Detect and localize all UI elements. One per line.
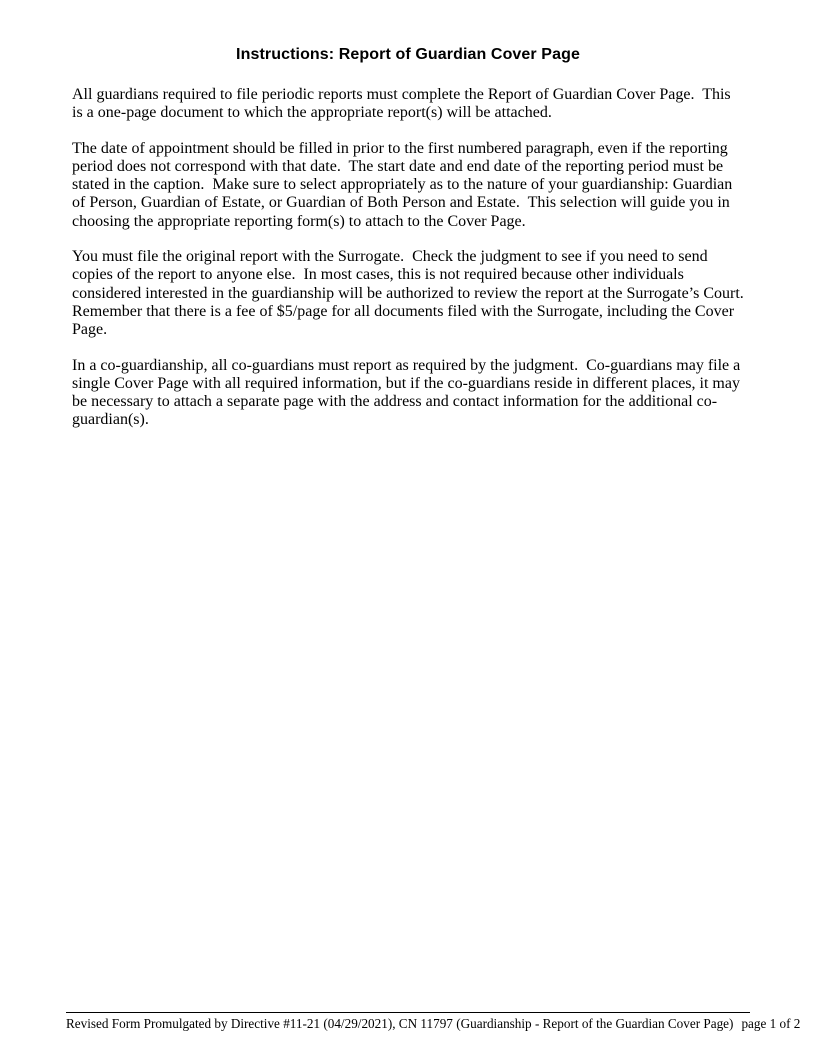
paragraph-file-original-report: You must file the original report with the Surrogate. Check the judgment to see if you need to send copies of the report to anyone else. In most cases, this is not required because other individuals considered interested in the guardianship will be authorized to review the report at the Surrogate’s Court. Remember that there is a fee of $5/page for all documents filed with the Surrogate, including the Cover Page.	[72, 248, 752, 339]
footer	[66, 1012, 801, 1032]
footer-revision-text: Revised Form Promulgated by Directive #11-21 (04/29/2021), CN 11797 (Guardianship - Report of the Guardian Cover Page)	[66, 1016, 734, 1031]
paragraph-co-guardianship: In a co-guardianship, all co-guardians must report as required by the judgment. Co-guardians may file a single Cover Page with all required information, but if the co-guardians reside in different places, it may be necessary to attach a separate page with the address and contact information for the additional co-guardian(s).	[72, 356, 745, 429]
document-content	[0, 0, 816, 430]
page-title: Instructions: Report of Guardian Cover Page	[236, 46, 580, 63]
paragraph-guardians-required: All guardians required to file periodic reports must complete the Report of Guardian Cover Page. This is a one-page document to which the appropriate report(s) will be attached.	[72, 86, 735, 122]
page-number: page 1 of 2	[741, 1016, 801, 1031]
paragraph-date-of-appointment: The date of appointment should be filled in prior to the first numbered paragraph, even if the reporting period does not correspond with that date. The start date and end date of the reporting period must be stated in the caption. Make sure to select appropriately as to the nature of your guardianship: Guardian of Person, Guardian of Estate, or Guardian of Both Person and Estate. This selection will guide you in choosing the appropriate reporting form(s) to attach to the Cover Page.	[72, 139, 737, 230]
